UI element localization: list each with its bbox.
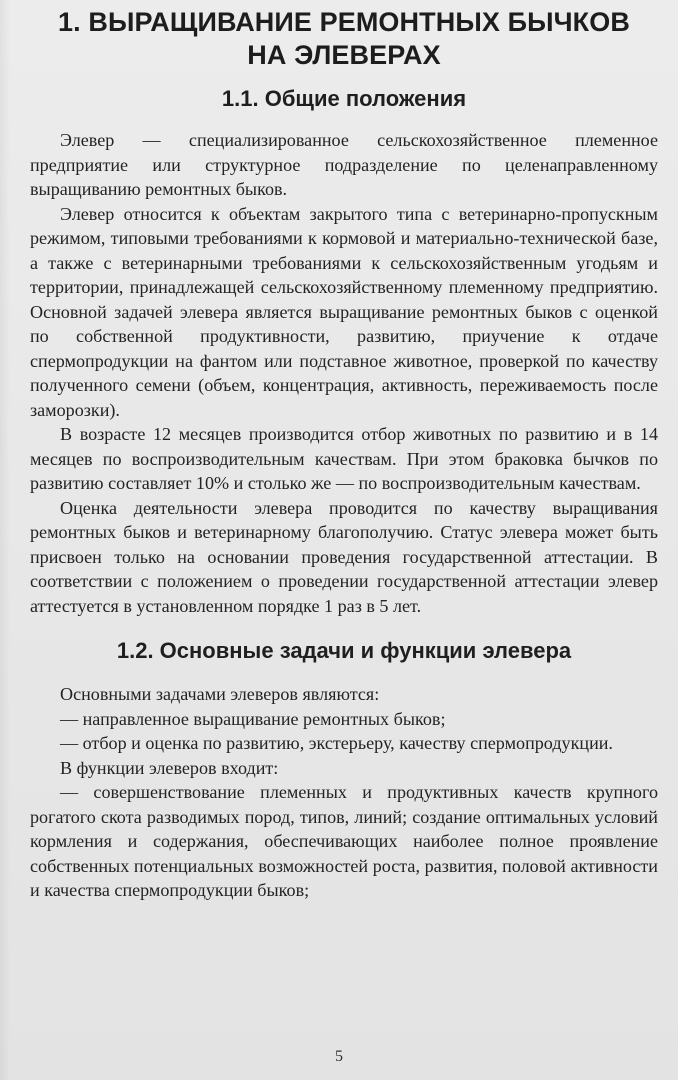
section-1-1-title: 1.1. Общие положения xyxy=(221,86,467,111)
scan-shadow xyxy=(0,0,10,1080)
section-1-1-paragraph-1: Элевер — специализированное сельскохозяйственное племенное предприятие или структурное подразделение по целенаправленному выращиванию ремонтных быков. xyxy=(30,130,658,199)
chapter-title-line-1: 1. ВЫРАЩИВАНИЕ РЕМОНТНЫХ БЫЧКОВ xyxy=(58,7,630,37)
task-item-2: — отбор и оценка по развитию, экстерьеру, качеству спермопродукции. xyxy=(60,733,613,753)
function-item-1: — совершенствование племенных и продуктивных качеств крупного рогатого скота разводимых пород, типов, линий; создание оптимальных условий кормления и содержания, обеспечивающих наиболее полное проявление собственных потенциальных возможностей роста, развития, половой активности и качества спермопродукции быков; xyxy=(30,782,658,900)
section-1-1-paragraph-3: В возрасте 12 месяцев производится отбор животных по развитию и в 14 месяцев по воспроизводительным качествам. При этом браковка бычков по развитию составляет 10% и столько же — по воспроизводительным качествам. xyxy=(30,424,658,493)
tasks-intro: Основными задачами элеверов являются: xyxy=(60,684,380,704)
section-1-2-title: 1.2. Основные задачи и функции элевера xyxy=(116,638,572,663)
section-1-1-paragraph-2: Элевер относится к объектам закрытого типа с ветеринарно-пропускным режимом, типовыми требованиями к кормовой и материально-технической базе, а также с ветеринарными требованиями к сельскохозяйственным угодьям и территории, принадлежащей сельскохозяйственному племенному предприятию. Основной задачей элевера является выращивание ремонтных быков с оценкой по собственной продуктивности, развитию, приучение к отдаче спермопродукции на фантом или подставное животное, проверкой по качеству полученного семени (объем, концентрация, активность, переживаемость после заморозки). xyxy=(30,203,658,420)
chapter-title xyxy=(30,6,658,72)
page-number: 5 xyxy=(335,1048,343,1065)
task-item-1: — направленное выращивание ремонтных быков; xyxy=(60,708,446,729)
functions-intro: В функции элеверов входит: xyxy=(60,757,279,778)
page-content xyxy=(30,6,658,1050)
section-1-1-paragraph-4: Оценка деятельности элевера проводится по качеству выращивания ремонтных быков и ветеринарному благополучию. Статус элевера может быть присвоен только на основании проведения государственной аттестации. В соответствии с положением о проведении государственной аттестации элевер аттестуется в установленном порядке 1 раз в 5 лет. xyxy=(30,497,658,616)
chapter-title-line-2: НА ЭЛЕВЕРАХ xyxy=(247,40,441,70)
